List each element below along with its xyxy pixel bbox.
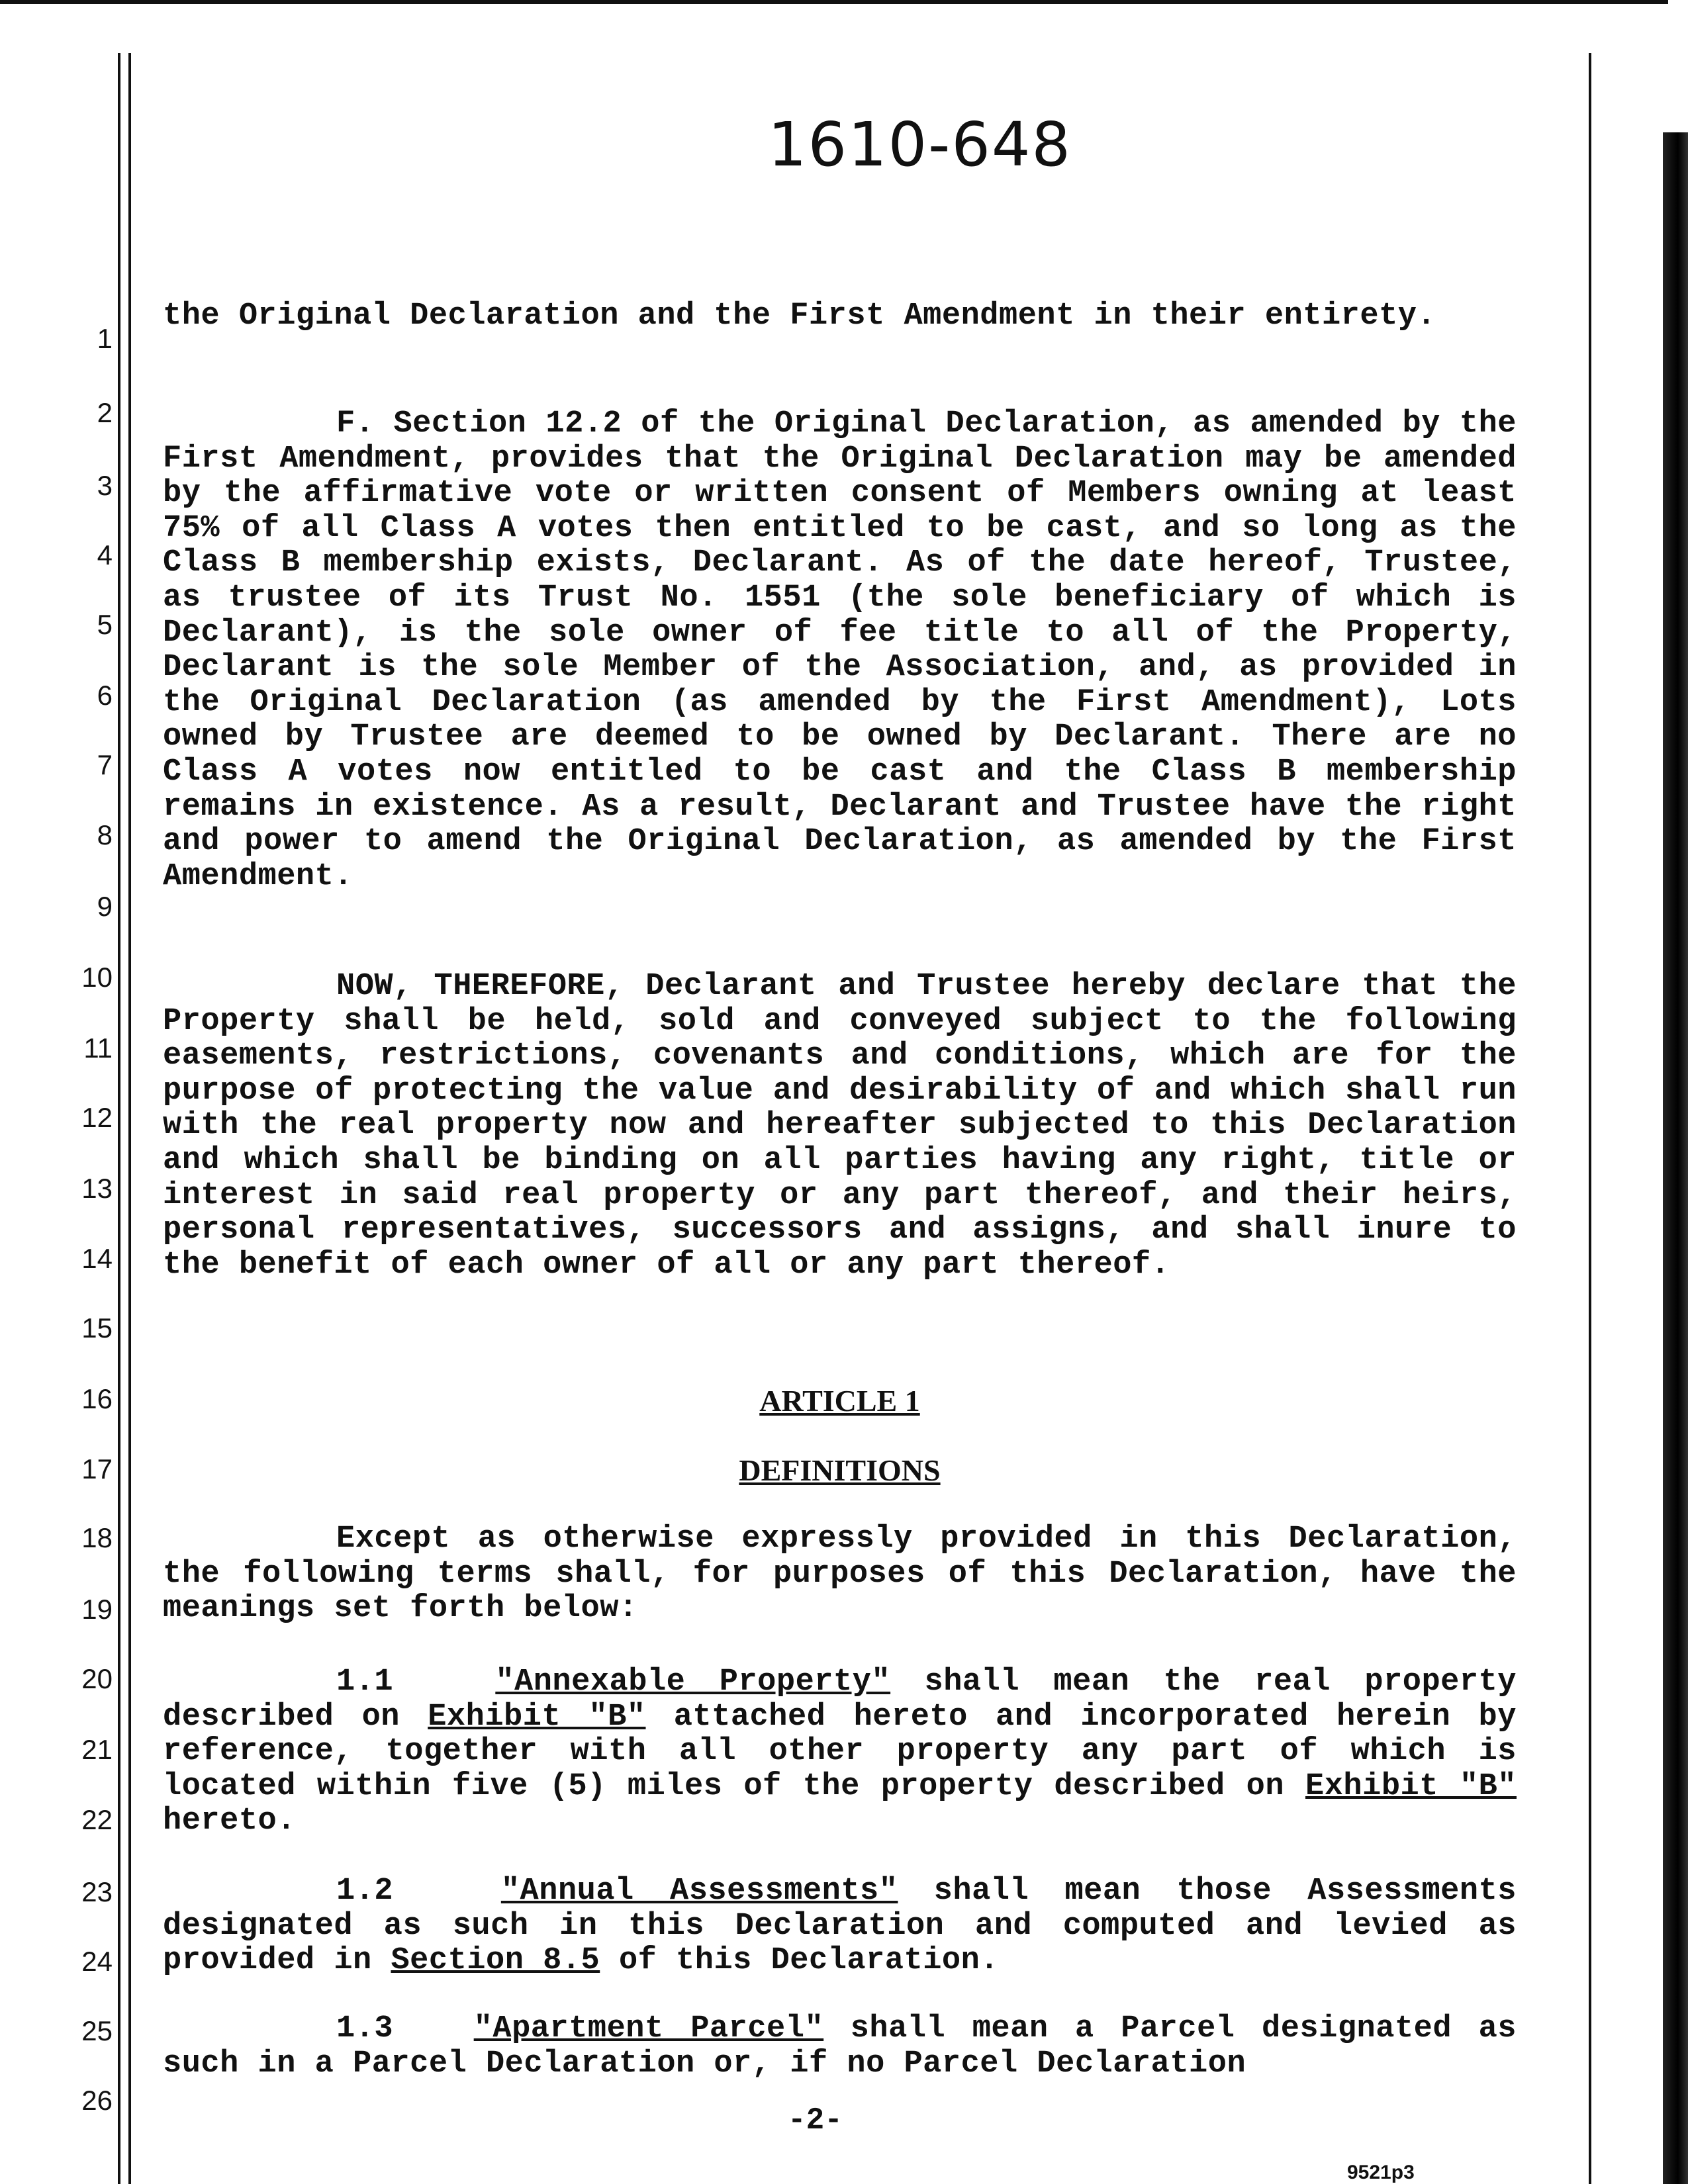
right-margin-rule	[1589, 53, 1591, 2184]
definitions-heading: DEFINITIONS	[739, 1453, 941, 1487]
line-number: 26	[81, 2085, 113, 2116]
definition-number: 1.2	[336, 1874, 394, 1909]
paragraph-recital-f	[163, 407, 1517, 894]
line-number: 19	[81, 1594, 113, 1625]
line-number: 21	[81, 1734, 113, 1765]
definition-1-3	[163, 2012, 1517, 2081]
section-reference: Section 8.5	[391, 1943, 600, 1979]
line-number: 25	[81, 2015, 113, 2046]
document-code: 9521p3	[1347, 2161, 1415, 2183]
scan-edge-shadow	[1663, 132, 1688, 2184]
paragraph-entirety	[163, 299, 1517, 334]
page-number: -2-	[788, 2103, 843, 2138]
paragraph-text: Except as otherwise expressly provided in this Declaration, the following terms shall, for purposes of this Declaration, have the meanings set forth below:	[163, 1522, 1517, 1627]
definition-text	[163, 1874, 1517, 1979]
definition-body: of this Declaration.	[600, 1943, 1000, 1979]
definition-number: 1.3	[336, 2011, 394, 2046]
line-number: 22	[81, 1804, 113, 1835]
definition-body: shall mean a Parcel designated as such in a Parcel Declaration or, if no Parcel Declaration	[163, 2011, 1517, 2081]
line-number: 11	[83, 1032, 113, 1064]
definition-text	[163, 1665, 1517, 1839]
line-number: 12	[81, 1102, 113, 1133]
article-heading: ARTICLE 1	[759, 1384, 920, 1418]
definition-body: shall mean the real property described on	[163, 1664, 1517, 1735]
paragraph-definitions-intro	[163, 1522, 1517, 1627]
line-number: 6	[97, 680, 113, 711]
line-number: 16	[81, 1383, 113, 1414]
line-number: 4	[97, 539, 113, 570]
definition-number: 1.1	[336, 1664, 394, 1700]
line-number: 18	[81, 1522, 113, 1553]
line-number: 2	[97, 397, 113, 428]
line-number: 17	[81, 1453, 113, 1484]
exhibit-reference: Exhibit "B"	[1305, 1768, 1517, 1804]
definition-text	[163, 2012, 1517, 2081]
line-number: 13	[81, 1173, 113, 1204]
line-number: 5	[97, 609, 113, 640]
definition-body: attached hereto and incorporated herein by reference, together with all other property any part of which is located within five (5) miles of the property described on	[163, 1699, 1517, 1804]
definition-body: hereto.	[163, 1803, 296, 1839]
exhibit-reference: Exhibit "B"	[428, 1699, 646, 1735]
defined-term: "Apartment Parcel"	[473, 2011, 824, 2046]
line-number: 8	[97, 819, 113, 850]
paragraph-text: the Original Declaration and the First Amendment in their entirety.	[163, 298, 1436, 334]
line-number: 15	[81, 1312, 113, 1343]
top-edge-rule	[0, 0, 1668, 4]
document-stamp: 1610-648	[768, 109, 1072, 180]
line-number: 1	[97, 323, 113, 354]
line-number: 14	[81, 1243, 113, 1274]
paragraph-text: NOW, THEREFORE, Declarant and Trustee hereby declare that the Property shall be held, sold and conveyed subject to the following easements, restrictions, covenants and conditions, which are for the purpose of protecting the value and desirability of and which shall run with the real property now and hereafter subjected to this Declaration and which shall be binding on all parties having any right, title or interest in said real property or any part thereof, and their heirs, personal representatives, successors and assigns, and shall inure to the benefit of each owner of all or any part thereof.	[163, 969, 1517, 1283]
line-number: 3	[97, 470, 113, 501]
line-number: 23	[81, 1876, 113, 1907]
definition-body: shall mean those Assessments designated as such in this Declaration and computed and levied as provided in	[163, 1874, 1517, 1979]
line-number: 20	[81, 1663, 113, 1694]
paragraph-text: F. Section 12.2 of the Original Declaration, as amended by the First Amendment, provides that the Original Declaration may be amended by the affirmative vote or written consent of Members owning at least 75% of all Class A votes then entitled to be cast, and so long as the Class B membership exists, Declarant. As of the date hereof, Trustee, as trustee of its Trust No. 1551 (the sole beneficiary of which is Declarant), is the sole owner of fee title to all of the Property, Declarant is the sole Member of the Association, and, as provided in the Original Declaration (as amended by the First Amendment), Lots owned by Trustee are deemed to be owned by Declarant. There are no Class A votes now entitled to be cast and the Class B membership remains in existence. As a result, Declarant and Trustee have the right and power to amend the Original Declaration, as amended by the First Amendment.	[163, 406, 1517, 894]
definition-1-1	[163, 1665, 1517, 1839]
line-number: 10	[81, 962, 113, 993]
defined-term: "Annexable Property"	[495, 1664, 891, 1700]
left-margin-rule-inner	[128, 53, 131, 2184]
left-margin-rule	[118, 53, 120, 2184]
line-number: 24	[81, 1946, 113, 1977]
definition-1-2	[163, 1874, 1517, 1979]
paragraph-now-therefore	[163, 970, 1517, 1283]
line-number: 7	[97, 749, 113, 780]
line-number: 9	[97, 891, 113, 922]
defined-term: "Annual Assessments"	[500, 1874, 898, 1909]
